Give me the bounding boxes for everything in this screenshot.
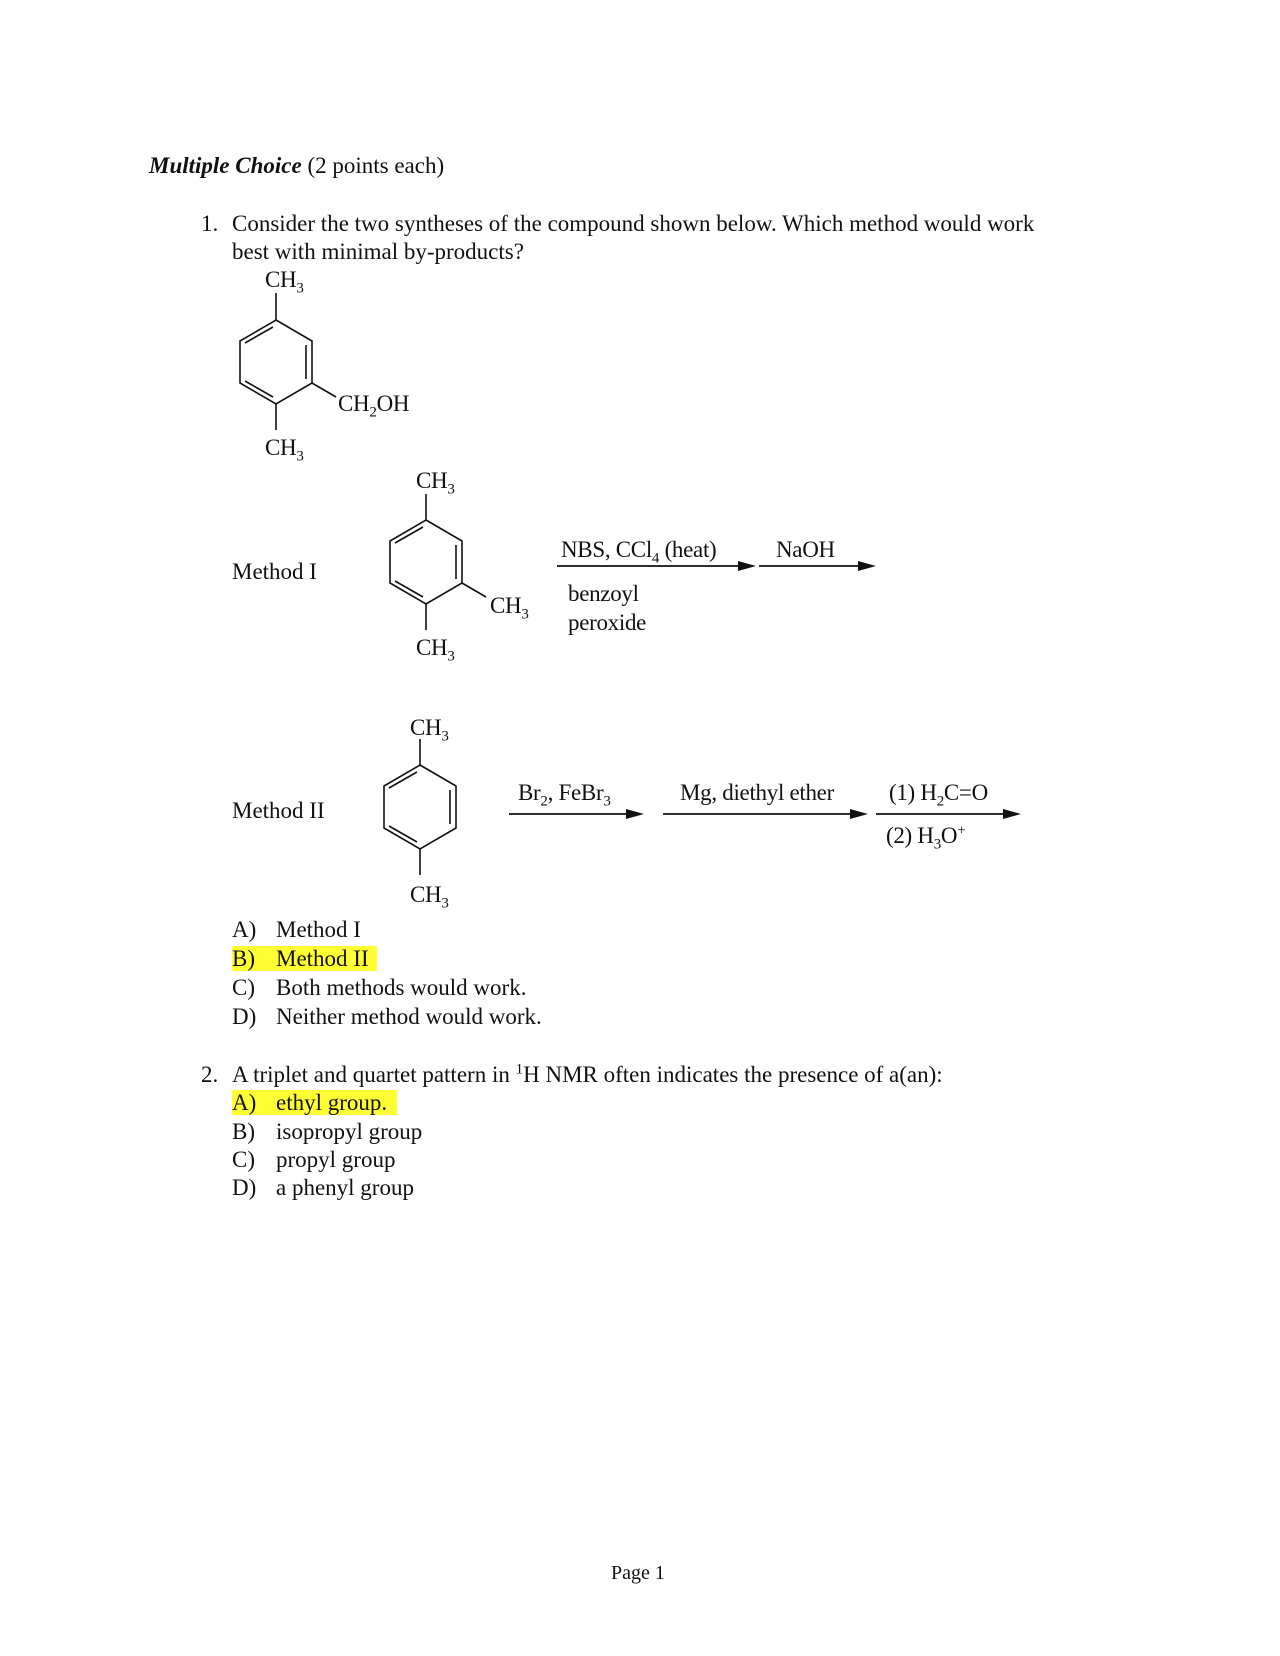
method2-step2-reagent: Mg, diethyl ether <box>680 780 834 805</box>
arrow-head-m1-2 <box>858 561 876 571</box>
q1-option-b-text: Method II <box>276 946 369 971</box>
q2-option-a-letter: A) <box>232 1090 257 1115</box>
q2-option-c-text: propyl group <box>276 1147 396 1172</box>
q2-text-sup: 1 <box>515 1061 524 1078</box>
q1-option-d-text: Neither method would work. <box>276 1004 542 1029</box>
method1-benzene-ring <box>390 494 486 630</box>
q2-option-a-text: ethyl group. <box>276 1090 388 1115</box>
section-title: Multiple Choice <box>149 153 302 178</box>
q1-option-a-letter: A) <box>232 917 257 942</box>
method1-step2-reagent: NaOH <box>776 537 835 562</box>
page-number: Page 1 <box>611 1562 665 1584</box>
method2-bottom-substituent: $CH_3$ <box>410 882 449 912</box>
method1-step1-below2: peroxide <box>568 610 647 635</box>
q2-option-b-letter: B) <box>232 1119 255 1144</box>
q1-option-c-letter: C) <box>232 975 255 1000</box>
target-side-substituent: $CH_2OH$ <box>338 391 410 421</box>
method2-top-substituent: $CH_3$ <box>410 715 449 745</box>
q2-option-d[interactable] <box>232 1175 414 1200</box>
method2-step3-below: (2) $H_3O^+$ <box>886 822 966 853</box>
q1-option-a-text: Method I <box>276 917 361 942</box>
q2-option-c[interactable] <box>232 1147 396 1172</box>
q1-option-a[interactable] <box>232 917 361 942</box>
q2-option-b-text: isopropyl group <box>276 1119 423 1144</box>
q1-option-d-letter: D) <box>232 1004 257 1029</box>
q1-option-b[interactable] <box>232 946 377 971</box>
q2-text-pre: A triplet and quartet pattern in <box>232 1062 516 1087</box>
q1-option-d[interactable] <box>232 1004 542 1029</box>
method2-label: Method II <box>232 798 325 823</box>
q2-text <box>232 1063 943 1086</box>
target-benzene-ring <box>240 293 336 430</box>
q1-option-c-text: Both methods would work. <box>276 975 527 1000</box>
q1-option-b-letter: B) <box>232 946 255 971</box>
method2-step1-reagent: $Br_2$, FeBr$_3$ <box>518 780 611 810</box>
method1-bottom-substituent: $CH_3$ <box>416 635 455 665</box>
q2-option-a[interactable] <box>232 1090 397 1115</box>
q1-option-c[interactable] <box>232 975 527 1000</box>
q2-text-post: H NMR often indicates the presence of a(an): <box>523 1062 943 1087</box>
q2-number: 2. <box>201 1062 219 1087</box>
method1-step1-below1: benzoyl <box>568 581 639 606</box>
method1-step1-reagent: NBS, CCl$_4$ (heat) <box>561 537 717 567</box>
method2-step3-above: (1) $H_2C=O$ <box>889 780 988 810</box>
arrow-head-m2-2 <box>850 809 868 819</box>
arrow-head-m1-1 <box>738 561 756 571</box>
section-points: (2 points each) <box>307 153 445 178</box>
arrow-head-m2-3 <box>1003 809 1021 819</box>
q2-option-c-letter: C) <box>232 1147 255 1172</box>
q1-text-line1: Consider the two syntheses of the compound shown below. Which method would work <box>232 211 1035 236</box>
arrow-head-m2-1 <box>626 809 644 819</box>
method1-side-substituent: $CH_3$ <box>490 593 529 623</box>
q2-option-d-letter: D) <box>232 1175 257 1200</box>
q2-option-b[interactable] <box>232 1119 423 1144</box>
method1-top-substituent: $CH_3$ <box>416 468 455 498</box>
q2-option-d-text: a phenyl group <box>276 1175 414 1200</box>
method2-benzene-ring <box>384 739 456 875</box>
q1-text-line2: best with minimal by-products? <box>232 239 524 264</box>
target-top-substituent: $CH_3$ <box>265 267 304 297</box>
q1-number: 1. <box>201 211 219 236</box>
target-bottom-substituent: $CH_3$ <box>265 435 304 465</box>
method1-label: Method I <box>232 559 317 584</box>
